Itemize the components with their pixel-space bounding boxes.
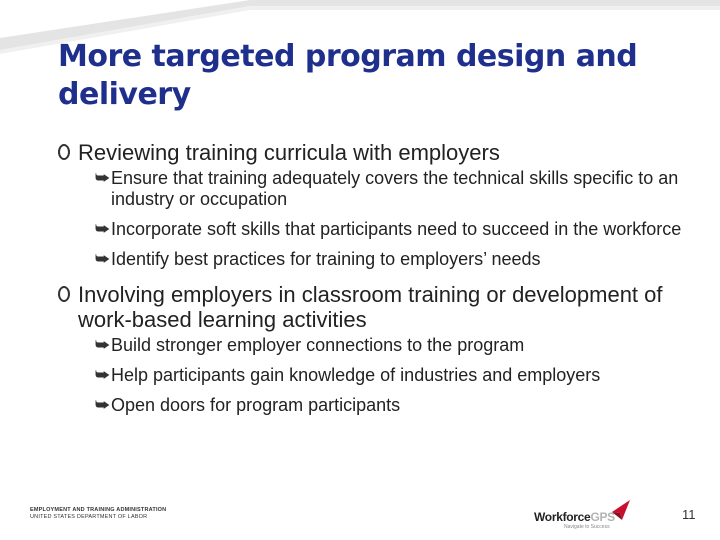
sub-bullet [58,365,698,386]
sub-bullet [58,395,698,416]
sub-bullet-text: Incorporate soft skills that participants need to succeed in the workforce [111,219,682,239]
agency-name: EMPLOYMENT AND TRAINING ADMINISTRATION [30,507,167,513]
arrow-bullet-icon: ⮩ [95,251,110,268]
main-bullet [58,282,698,332]
sub-bullet [58,168,698,210]
sub-bullet-text: Open doors for program participants [111,395,401,415]
arrow-bullet-icon: ⮩ [95,337,110,354]
main-bullet [58,140,698,165]
main-bullet-text: Involving employers in classroom training or development of work-based learning activities [78,282,663,332]
sub-bullet-list [58,168,698,270]
slide-title: More targeted program design and delivery [58,39,638,112]
arrow-bullet-icon: ⮩ [95,367,110,384]
logo-wordmark: WorkforceGPS [534,510,615,524]
sub-bullet-text: Identify best practices for training to employers’ needs [111,249,541,269]
page-number: 11 [682,507,696,522]
sub-bullet [58,219,698,240]
compass-arrow-icon [610,498,632,522]
logo-tagline: Navigate to Success [564,524,610,530]
sub-bullet-list [58,335,698,416]
sub-bullet-text: Build stronger employer connections to the program [111,335,525,355]
agency-footer [30,507,166,521]
circle-bullet-icon [58,144,70,160]
sub-bullet-text: Ensure that training adequately covers the technical skills specific to an industry or occupation [111,168,679,209]
department-name: UNITED STATES DEPARTMENT OF LABOR [30,514,148,520]
arrow-bullet-icon: ⮩ [95,221,110,238]
arrow-bullet-icon: ⮩ [95,397,110,414]
sub-bullet [58,335,698,356]
arrow-bullet-icon: ⮩ [95,170,110,187]
sub-bullet-text: Help participants gain knowledge of industries and employers [111,365,601,385]
main-bullet-text: Reviewing training curricula with employers [78,140,500,165]
workforcegps-logo [534,498,634,530]
slide-body [58,140,698,428]
sub-bullet [58,249,698,270]
circle-bullet-icon [58,286,70,302]
